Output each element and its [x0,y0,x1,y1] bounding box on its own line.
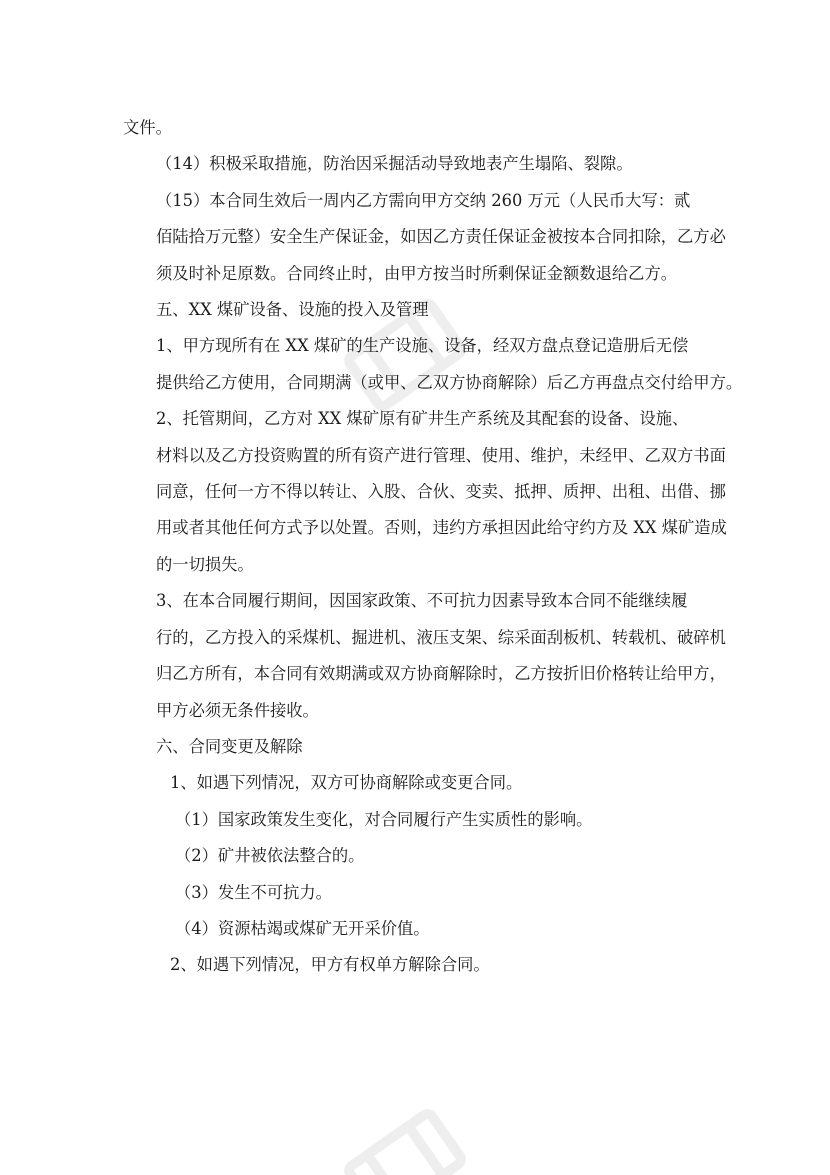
text-line: （3）发生不可抗力。 [175,882,332,902]
text-line: 文件。 [123,118,172,137]
section-6-item-1 [123,765,713,801]
paragraph-continuation [123,110,713,146]
section-5-item-3 [123,583,726,729]
section-5-item-2 [123,401,727,583]
clause-15 [123,183,726,292]
text-line: 五、XX 煤矿设备、设施的投入及管理 [156,300,429,320]
section-6-item-1-sub-4 [123,911,713,947]
text-line: （14）积极采取措施，防治因采掘活动导致地表产生塌陷、裂隙。 [156,154,633,174]
text-line: （2）矿井被依法整合的。 [175,846,365,866]
text-line: 甲方必须无条件接收。 [156,700,319,720]
section-heading-5 [123,292,713,328]
text-line: 用或者其他任何方式予以处置。否则，违约方承担因此给守约方及 XX 煤矿造成 [156,518,727,538]
text-line: 1、如遇下列情况，双方可协商解除或变更合同。 [170,773,523,793]
text-line: 2、如遇下列情况，甲方有权单方解除合同。 [170,955,490,975]
text-line: 行的，乙方投入的采煤机、掘进机、液压支架、综采面刮板机、转载机、破碎机 [156,627,726,647]
text-line: （4）资源枯竭或煤矿无开采价值。 [175,918,430,938]
text-line: 2、托管期间，乙方对 XX 煤矿原有矿井生产系统及其配套的设备、设施、 [156,409,689,429]
text-line: 提供给乙方使用，合同期满（或甲、乙双方协商解除）后乙方再盘点交付给甲方。 [156,372,743,392]
text-line: 六、合同变更及解除 [156,736,303,756]
text-line: （1）国家政策发生变化，对合同履行产生实质性的影响。 [175,809,593,829]
text-line: 须及时补足原数。合同终止时，由甲方按当时所剩保证金额数退给乙方。 [156,263,678,283]
section-6-item-1-sub-1 [123,802,713,838]
text-line: 材料以及乙方投资购置的所有资产进行管理、使用、维护，未经甲、乙双方书面 [156,445,726,465]
text-line: 1、甲方现所有在 XX 煤矿的生产设施、设备，经双方盘点登记造册后无偿 [156,336,689,356]
section-6-item-1-sub-2 [123,838,713,874]
watermark-stamp-icon [330,1090,480,1175]
text-line: （15）本合同生效后一周内乙方需向甲方交纳 260 万元（人民币大写：贰 [156,190,691,210]
clause-14 [123,146,713,182]
text-line: 3、在本合同履行期间，因国家政策、不可抗力因素导致本合同不能继续履 [156,591,688,611]
text-line: 归乙方所有，本合同有效期满或双方协商解除时，乙方按折旧价格转让给甲方， [156,664,726,684]
section-heading-6 [123,729,713,765]
text-line: 佰陆拾万元整）安全生产保证金，如因乙方责任保证金被按本合同扣除，乙方必 [156,227,726,247]
text-line: 的一切损失。 [156,554,254,574]
section-6-item-2 [123,947,713,983]
section-6-item-1-sub-3 [123,875,713,911]
document-body [123,110,743,984]
section-5-item-1 [123,328,743,401]
text-line: 同意，任何一方不得以转让、入股、合伙、变卖、抵押、质押、出租、出借、挪 [156,482,726,502]
